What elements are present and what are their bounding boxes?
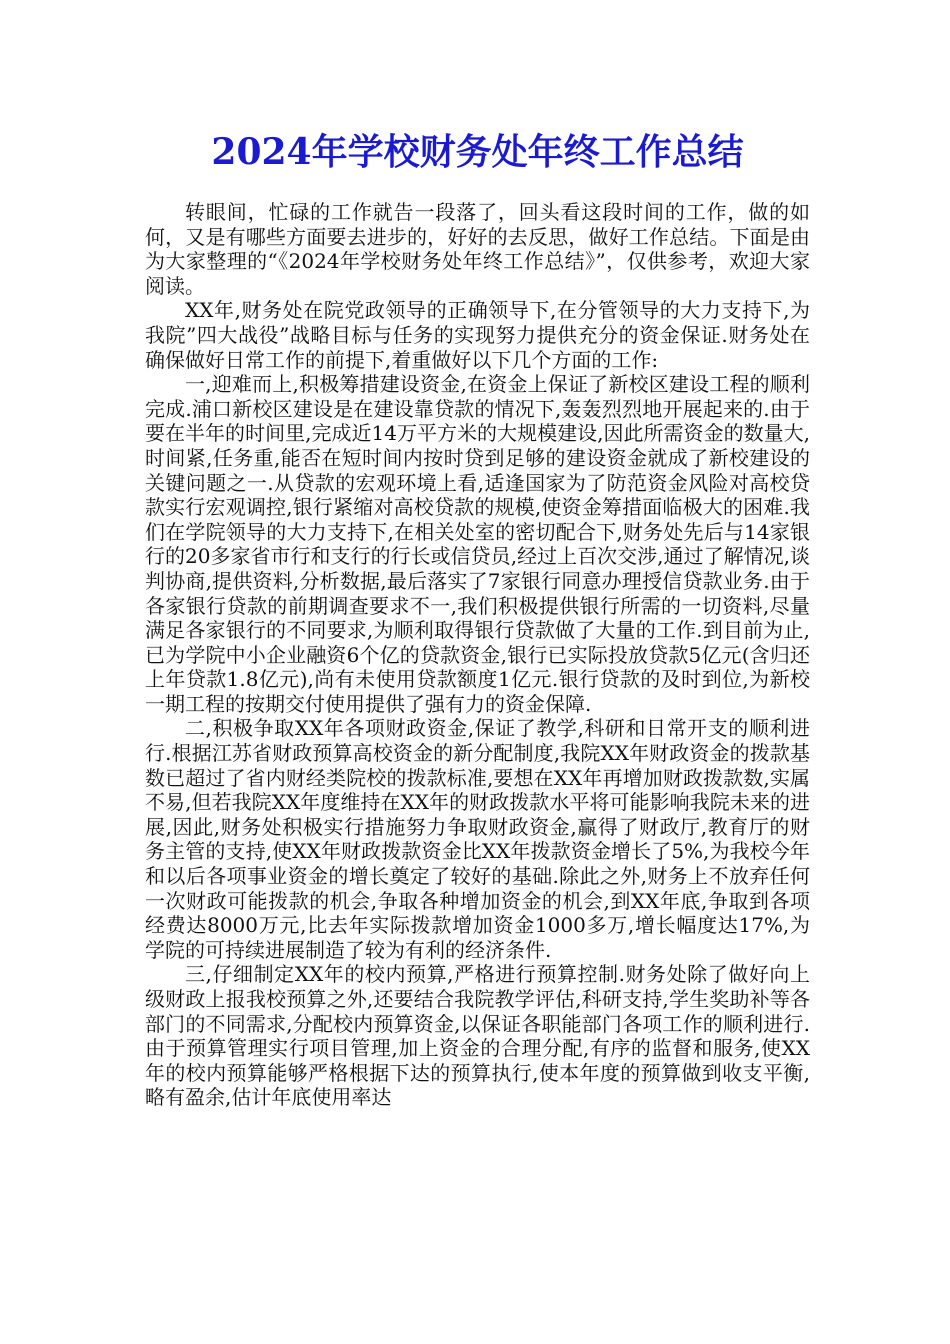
paragraph-section-3: 三,仔细制定XX年的校内预算,严格进行预算控制.财务处除了做好向上级财政上报我校预算之外,还要结合我院教学评估,科研支持,学生奖助补等各部门的不同需求,分配校内预算资金,以保证各职能部门各项工作的顺利进行.由于预算管理实行项目管理,加上资金的合理分配,有序的监督和服务,使XX年的校内预算能够严格根据下达的预算执行,使本年度的预算做到收支平衡,略有盈余,估计年底使用率达 [145, 962, 810, 1110]
paragraph-section-2: 二,积极争取XX年各项财政资金,保证了教学,科研和日常开支的顺利进行.根据江苏省财政预算高校资金的新分配制度,我院XX年财政资金的拨款基数已超过了省内财经类院校的拨款标准,要想在XX年再增加财政拨款数,实属不易,但若我院XX年度维持在XX年的财政拨款水平将可能影响我院未来的进展,因此,财务处积极实行措施努力争取财政资金,赢得了财政厅,教育厅的财务主管的支持,使XX年财政拨款资金比XX年拨款资金增长了5%,为我校今年和以后各项事业资金的增长奠定了较好的基础.除此之外,财务上不放弃任何一次财政可能拨款的机会,争取各种增加资金的机会,到XX年底,争取到各项经费达8000万元,比去年实际拨款增加资金1000多万,增长幅度达17%,为学院的可持续进展制造了较为有利的经济条件. [145, 716, 810, 962]
paragraph-section-1: 一,迎难而上,积极筹措建设资金,在资金上保证了新校区建设工程的顺利完成.浦口新校区建设是在建设靠贷款的情况下,轰轰烈烈地开展起来的.由于要在半年的时间里,完成近14万平方米的大规模建设,因此所需资金的数量大,时间紧,任务重,能否在短时间内按时贷到足够的建设资金就成了新校建设的关键问题之一.从贷款的宏观环境上看,适逢国家为了防范资金风险对高校贷款实行宏观调控,银行紧缩对高校贷款的规模,使资金筹措面临极大的困难.我们在学院领导的大力支持下,在相关处室的密切配合下,财务处先后与14家银行的20多家省市行和支行的行长或信贷员,经过上百次交涉,通过了解情况,谈判协商,提供资料,分析数据,最后落实了7家银行同意办理授信贷款业务.由于各家银行贷款的前期调查要求不一,我们积极提供银行所需的一切资料,尽量满足各家银行的不同要求,为顺利取得银行贷款做了大量的工作.到目前为止,已为学院中小企业融资6个亿的贷款资金,银行已实际投放贷款5亿元(含归还上年贷款1.8亿元),尚有未使用贷款额度1亿元.银行贷款的及时到位,为新校一期工程的按期交付使用提供了强有力的资金保障. [145, 372, 810, 716]
paragraph-overview: XX年,财务处在院党政领导的正确领导下,在分管领导的大力支持下,为我院”四大战役”战略目标与任务的实现努力提供充分的资金保证.财务处在确保做好日常工作的前提下,着重做好以下几个方面的工作: [145, 298, 810, 372]
paragraph-intro: 转眼间，忙碌的工作就告一段落了，回头看这段时间的工作，做的如何，又是有哪些方面要去进步的，好好的去反思，做好工作总结。下面是由为大家整理的“《2024年学校财务处年终工作总结》”，仅供参考，欢迎大家阅读。 [145, 200, 810, 298]
document-title: 2024年学校财务处年终工作总结 [211, 131, 744, 173]
document-body [145, 200, 810, 1110]
